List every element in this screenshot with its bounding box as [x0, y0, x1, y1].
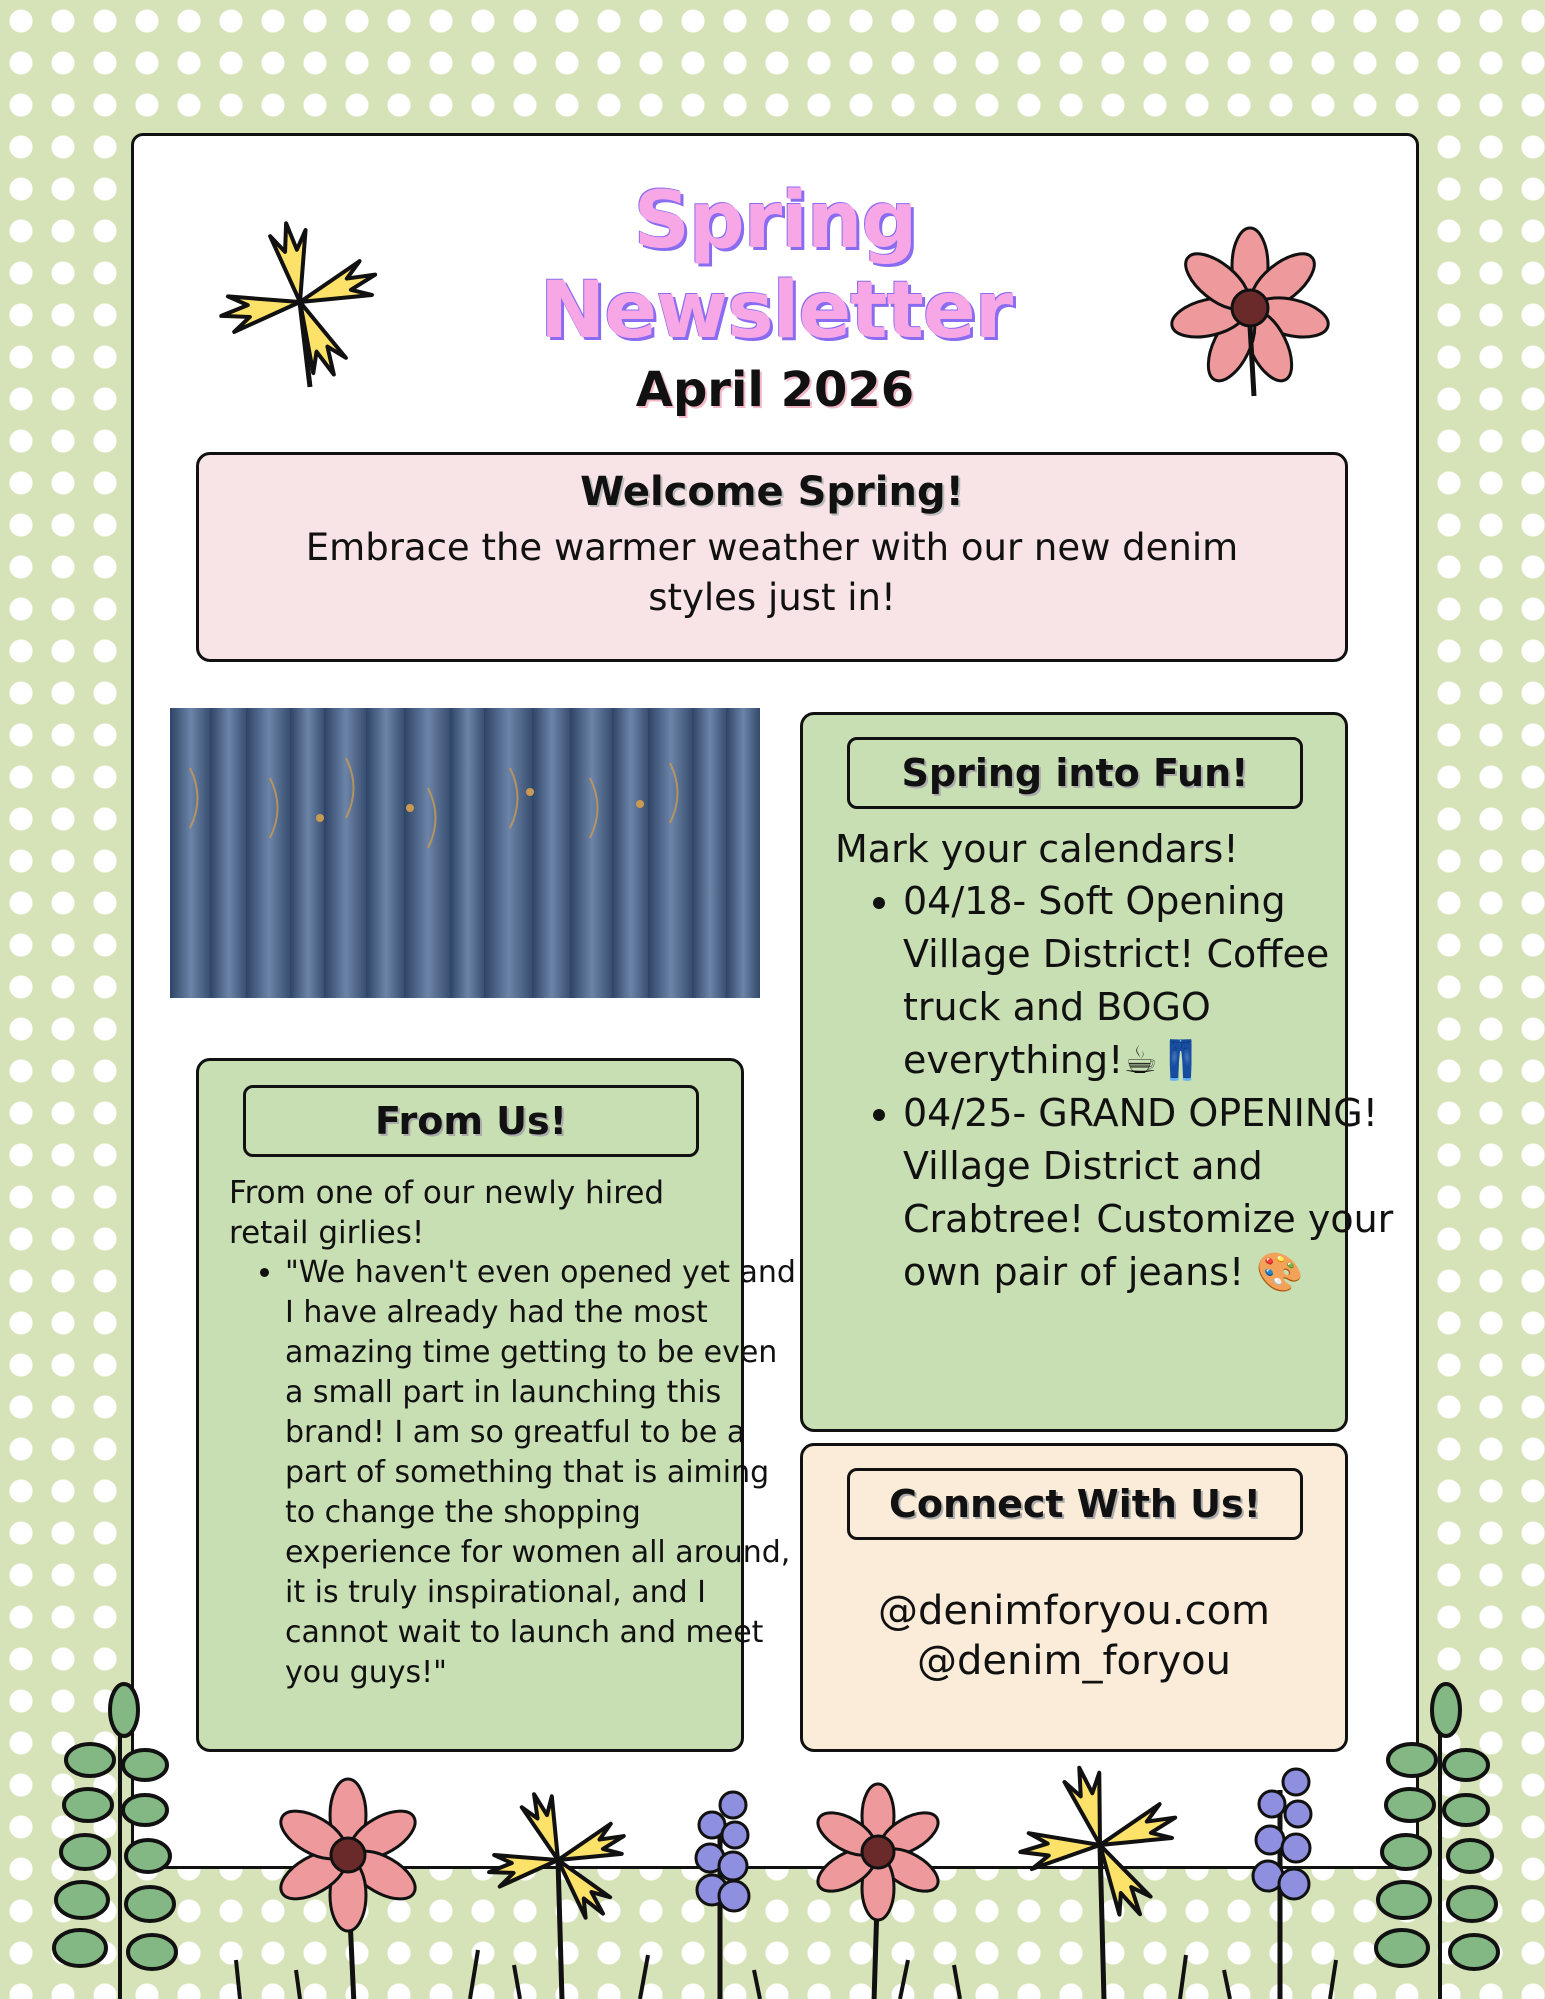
issue-date: April 2026 [635, 362, 915, 418]
welcome-heading: Welcome Spring! [580, 469, 964, 515]
jeans-photo [170, 708, 760, 998]
pink-flower-icon [273, 1779, 423, 1999]
pink-flower-icon [811, 1784, 945, 1999]
yellow-flower-icon [210, 212, 390, 392]
list-item: • 04/25- GRAND OPENING! Village District and Crabtree! Customize your own pair of jeans! 🎨 [903, 1087, 1413, 1299]
pink-flower-icon [1160, 218, 1340, 398]
connect-heading: Connect With Us! [847, 1468, 1303, 1540]
page-title [540, 176, 1013, 356]
fern-icon [54, 1684, 176, 1999]
from-us-list [209, 1253, 805, 1693]
welcome-box [196, 452, 1348, 662]
from-us-intro: From one of our newly hired retail girlies! [229, 1175, 665, 1251]
from-us-box [196, 1058, 796, 1752]
events-box [800, 712, 1394, 1432]
blue-hyacinth-icon [696, 1792, 749, 1999]
garden-border [0, 1680, 1545, 1999]
title-line-2: Newsletter [540, 266, 1013, 356]
website-link[interactable]: @denimforyou.com [877, 1588, 1271, 1634]
title-line-1: Spring [633, 176, 917, 266]
social-handle[interactable]: @denim_foryou [917, 1638, 1231, 1684]
fern-icon [1376, 1684, 1498, 1999]
events-intro: Mark your calendars! [835, 827, 1239, 871]
list-item: • 04/18- Soft Opening Village District! Coffee truck and BOGO everything!☕👖 [903, 875, 1413, 1087]
blue-hyacinth-icon [1253, 1769, 1311, 1999]
from-us-heading: From Us! [243, 1085, 699, 1157]
list-item: • "We haven't even opened yet and I have already had the most amazing time getting to be even a small part in launching this brand! I am so greatful to be a part of something that is aiming to change the shopping experience for women all around, it is truly inspirational, and I cannot wait to launch and meet you guys!" [285, 1253, 805, 1693]
contact-handles [803, 1586, 1345, 1686]
events-heading: Spring into Fun! [847, 737, 1303, 809]
yellow-flower-icon [1019, 1763, 1182, 1999]
events-list [813, 875, 1413, 1299]
yellow-flower-icon [486, 1789, 629, 1999]
welcome-text: Embrace the warmer weather with our new denim styles just in! [305, 526, 1239, 619]
